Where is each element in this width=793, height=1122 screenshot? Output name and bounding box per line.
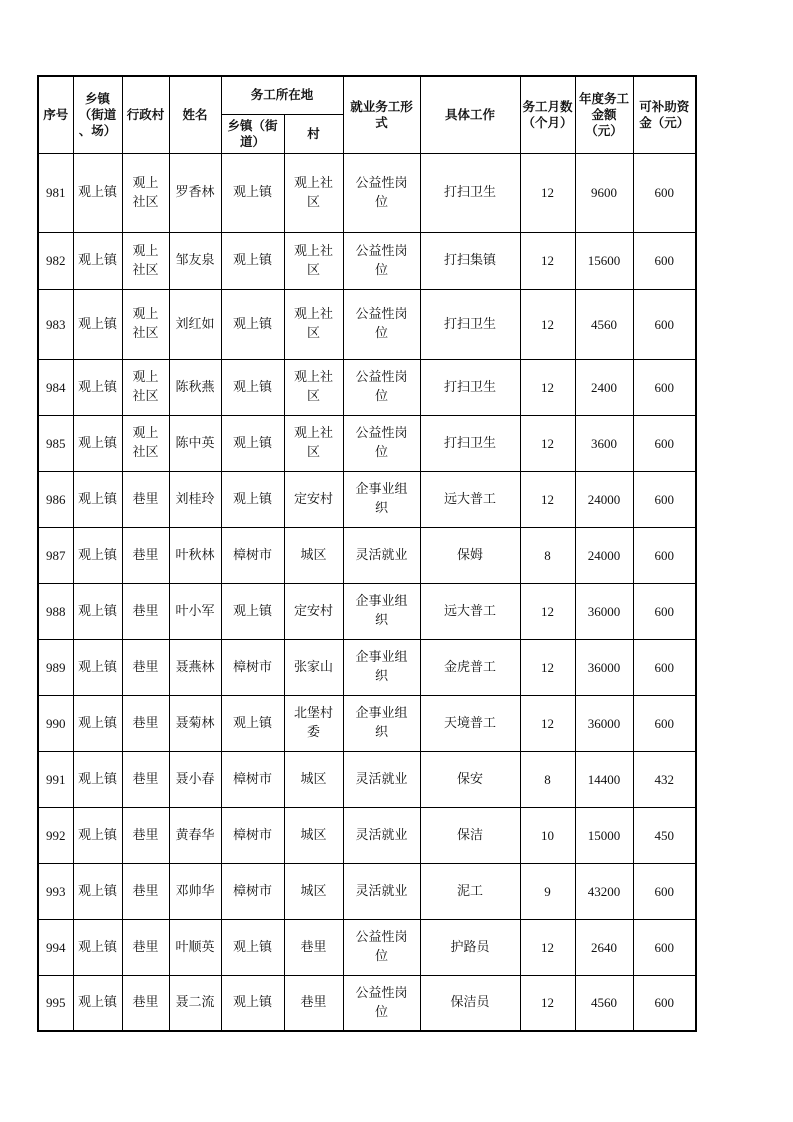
row-loc-village: 张家山	[284, 639, 343, 695]
row-subsidy: 600	[633, 232, 696, 289]
row-loc-village: 城区	[284, 751, 343, 807]
row-seq: 984	[38, 359, 73, 415]
header-job: 具体工作	[420, 76, 520, 153]
header-name: 姓名	[169, 76, 221, 153]
row-name: 刘桂玲	[169, 471, 221, 527]
row-months: 12	[520, 415, 575, 471]
row-annual-amount: 2400	[575, 359, 633, 415]
header-months: 务工月数 （个月）	[520, 76, 575, 153]
row-loc-village: 定安村	[284, 471, 343, 527]
row-subsidy: 450	[633, 807, 696, 863]
row-seq: 985	[38, 415, 73, 471]
row-employment-form: 灵活就业	[343, 527, 420, 583]
row-admin-village: 巷里	[122, 527, 169, 583]
row-months: 8	[520, 527, 575, 583]
row-admin-village: 巷里	[122, 751, 169, 807]
row-annual-amount: 15000	[575, 807, 633, 863]
row-seq: 989	[38, 639, 73, 695]
row-admin-village: 观上 社区	[122, 359, 169, 415]
employment-subsidy-table	[37, 75, 697, 1032]
row-loc-village: 巷里	[284, 919, 343, 975]
row-township: 观上镇	[73, 232, 122, 289]
row-job: 打扫卫生	[420, 153, 520, 232]
row-loc-village: 城区	[284, 527, 343, 583]
row-loc-township: 观上镇	[221, 415, 284, 471]
row-loc-township: 樟树市	[221, 751, 284, 807]
row-employment-form: 公益性岗 位	[343, 919, 420, 975]
row-loc-township: 观上镇	[221, 975, 284, 1031]
row-admin-village: 巷里	[122, 583, 169, 639]
row-job: 保洁	[420, 807, 520, 863]
row-employment-form: 公益性岗 位	[343, 975, 420, 1031]
table-row	[38, 153, 696, 232]
row-job: 远大普工	[420, 471, 520, 527]
row-annual-amount: 4560	[575, 289, 633, 359]
row-job: 远大普工	[420, 583, 520, 639]
row-township: 观上镇	[73, 863, 122, 919]
row-loc-village: 观上社 区	[284, 289, 343, 359]
row-loc-township: 樟树市	[221, 527, 284, 583]
row-loc-township: 观上镇	[221, 289, 284, 359]
row-loc-township: 观上镇	[221, 359, 284, 415]
row-name: 刘红如	[169, 289, 221, 359]
row-township: 观上镇	[73, 415, 122, 471]
row-job: 保洁员	[420, 975, 520, 1031]
row-admin-village: 巷里	[122, 695, 169, 751]
header-employment-form: 就业务工形式	[343, 76, 420, 153]
table-row	[38, 289, 696, 359]
row-job: 保安	[420, 751, 520, 807]
row-township: 观上镇	[73, 639, 122, 695]
header-annual-amount: 年度务工 金额 （元）	[575, 76, 633, 153]
row-admin-village: 巷里	[122, 639, 169, 695]
row-loc-village: 定安村	[284, 583, 343, 639]
row-employment-form: 企事业组 织	[343, 583, 420, 639]
row-months: 12	[520, 471, 575, 527]
row-subsidy: 600	[633, 289, 696, 359]
row-township: 观上镇	[73, 359, 122, 415]
table-row	[38, 583, 696, 639]
table-row	[38, 919, 696, 975]
row-township: 观上镇	[73, 919, 122, 975]
row-annual-amount: 2640	[575, 919, 633, 975]
row-subsidy: 600	[633, 527, 696, 583]
row-months: 12	[520, 975, 575, 1031]
row-employment-form: 公益性岗 位	[343, 359, 420, 415]
row-annual-amount: 3600	[575, 415, 633, 471]
row-loc-village: 观上社 区	[284, 415, 343, 471]
row-subsidy: 432	[633, 751, 696, 807]
row-subsidy: 600	[633, 583, 696, 639]
table-row	[38, 527, 696, 583]
row-annual-amount: 14400	[575, 751, 633, 807]
row-name: 罗香林	[169, 153, 221, 232]
row-months: 10	[520, 807, 575, 863]
row-loc-township: 樟树市	[221, 639, 284, 695]
header-subsidy: 可补助资 金（元）	[633, 76, 696, 153]
row-employment-form: 公益性岗 位	[343, 289, 420, 359]
row-loc-township: 樟树市	[221, 807, 284, 863]
header-admin-village: 行政村	[122, 76, 169, 153]
row-seq: 983	[38, 289, 73, 359]
row-seq: 987	[38, 527, 73, 583]
table-row	[38, 863, 696, 919]
row-seq: 991	[38, 751, 73, 807]
row-loc-village: 巷里	[284, 975, 343, 1031]
row-loc-village: 观上社 区	[284, 232, 343, 289]
row-name: 聂菊林	[169, 695, 221, 751]
row-subsidy: 600	[633, 639, 696, 695]
row-subsidy: 600	[633, 695, 696, 751]
row-admin-village: 观上 社区	[122, 415, 169, 471]
row-months: 8	[520, 751, 575, 807]
header-seq: 序号	[38, 76, 73, 153]
row-seq: 995	[38, 975, 73, 1031]
row-subsidy: 600	[633, 359, 696, 415]
table-row	[38, 751, 696, 807]
row-township: 观上镇	[73, 471, 122, 527]
row-seq: 990	[38, 695, 73, 751]
row-subsidy: 600	[633, 975, 696, 1031]
table-row	[38, 975, 696, 1031]
table-row	[38, 639, 696, 695]
row-months: 9	[520, 863, 575, 919]
header-work-location: 务工所在地	[221, 76, 343, 114]
row-admin-village: 观上 社区	[122, 232, 169, 289]
row-township: 观上镇	[73, 807, 122, 863]
row-name: 邓帅华	[169, 863, 221, 919]
row-months: 12	[520, 919, 575, 975]
row-job: 打扫卫生	[420, 289, 520, 359]
row-job: 保姆	[420, 527, 520, 583]
row-loc-township: 观上镇	[221, 471, 284, 527]
row-annual-amount: 36000	[575, 639, 633, 695]
row-annual-amount: 9600	[575, 153, 633, 232]
row-loc-township: 观上镇	[221, 695, 284, 751]
row-name: 叶顺英	[169, 919, 221, 975]
row-township: 观上镇	[73, 527, 122, 583]
row-job: 打扫卫生	[420, 359, 520, 415]
row-loc-village: 观上社 区	[284, 359, 343, 415]
row-subsidy: 600	[633, 919, 696, 975]
row-loc-township: 观上镇	[221, 583, 284, 639]
row-months: 12	[520, 639, 575, 695]
row-loc-township: 樟树市	[221, 863, 284, 919]
row-months: 12	[520, 695, 575, 751]
row-job: 金虎普工	[420, 639, 520, 695]
header-loc-village: 村	[284, 114, 343, 153]
row-township: 观上镇	[73, 751, 122, 807]
row-admin-village: 观上 社区	[122, 289, 169, 359]
row-subsidy: 600	[633, 415, 696, 471]
row-subsidy: 600	[633, 153, 696, 232]
row-township: 观上镇	[73, 583, 122, 639]
table-row	[38, 695, 696, 751]
row-employment-form: 灵活就业	[343, 863, 420, 919]
row-seq: 988	[38, 583, 73, 639]
row-township: 观上镇	[73, 153, 122, 232]
row-months: 12	[520, 289, 575, 359]
row-employment-form: 灵活就业	[343, 751, 420, 807]
row-township: 观上镇	[73, 975, 122, 1031]
row-employment-form: 公益性岗 位	[343, 232, 420, 289]
row-months: 12	[520, 583, 575, 639]
row-subsidy: 600	[633, 863, 696, 919]
row-name: 陈中英	[169, 415, 221, 471]
table-row	[38, 807, 696, 863]
row-admin-village: 巷里	[122, 919, 169, 975]
row-name: 叶小军	[169, 583, 221, 639]
row-township: 观上镇	[73, 695, 122, 751]
row-seq: 994	[38, 919, 73, 975]
row-loc-village: 观上社 区	[284, 153, 343, 232]
row-annual-amount: 36000	[575, 695, 633, 751]
row-admin-village: 巷里	[122, 975, 169, 1031]
header-loc-township: 乡镇（街 道）	[221, 114, 284, 153]
row-job: 天境普工	[420, 695, 520, 751]
row-annual-amount: 43200	[575, 863, 633, 919]
row-seq: 992	[38, 807, 73, 863]
row-job: 护路员	[420, 919, 520, 975]
row-employment-form: 企事业组 织	[343, 639, 420, 695]
row-employment-form: 灵活就业	[343, 807, 420, 863]
row-loc-village: 城区	[284, 807, 343, 863]
row-name: 聂二流	[169, 975, 221, 1031]
row-name: 叶秋林	[169, 527, 221, 583]
row-months: 12	[520, 232, 575, 289]
row-name: 聂燕林	[169, 639, 221, 695]
row-name: 邹友泉	[169, 232, 221, 289]
row-loc-township: 观上镇	[221, 919, 284, 975]
row-loc-township: 观上镇	[221, 232, 284, 289]
row-employment-form: 企事业组 织	[343, 471, 420, 527]
row-seq: 981	[38, 153, 73, 232]
row-annual-amount: 36000	[575, 583, 633, 639]
row-job: 泥工	[420, 863, 520, 919]
row-annual-amount: 4560	[575, 975, 633, 1031]
row-months: 12	[520, 359, 575, 415]
row-job: 打扫集镇	[420, 232, 520, 289]
table-row	[38, 471, 696, 527]
row-admin-village: 观上 社区	[122, 153, 169, 232]
row-annual-amount: 15600	[575, 232, 633, 289]
row-employment-form: 公益性岗 位	[343, 153, 420, 232]
row-months: 12	[520, 153, 575, 232]
table-row	[38, 359, 696, 415]
row-name: 黄春华	[169, 807, 221, 863]
row-admin-village: 巷里	[122, 471, 169, 527]
row-employment-form: 公益性岗 位	[343, 415, 420, 471]
row-loc-village: 北堡村 委	[284, 695, 343, 751]
row-job: 打扫卫生	[420, 415, 520, 471]
table-row	[38, 232, 696, 289]
row-employment-form: 企事业组 织	[343, 695, 420, 751]
row-loc-village: 城区	[284, 863, 343, 919]
row-township: 观上镇	[73, 289, 122, 359]
header-township: 乡镇 （街道 、场）	[73, 76, 122, 153]
row-seq: 993	[38, 863, 73, 919]
row-name: 陈秋燕	[169, 359, 221, 415]
table-row	[38, 415, 696, 471]
row-admin-village: 巷里	[122, 807, 169, 863]
row-subsidy: 600	[633, 471, 696, 527]
row-annual-amount: 24000	[575, 527, 633, 583]
row-annual-amount: 24000	[575, 471, 633, 527]
row-loc-township: 观上镇	[221, 153, 284, 232]
row-name: 聂小春	[169, 751, 221, 807]
row-seq: 982	[38, 232, 73, 289]
row-seq: 986	[38, 471, 73, 527]
row-admin-village: 巷里	[122, 863, 169, 919]
